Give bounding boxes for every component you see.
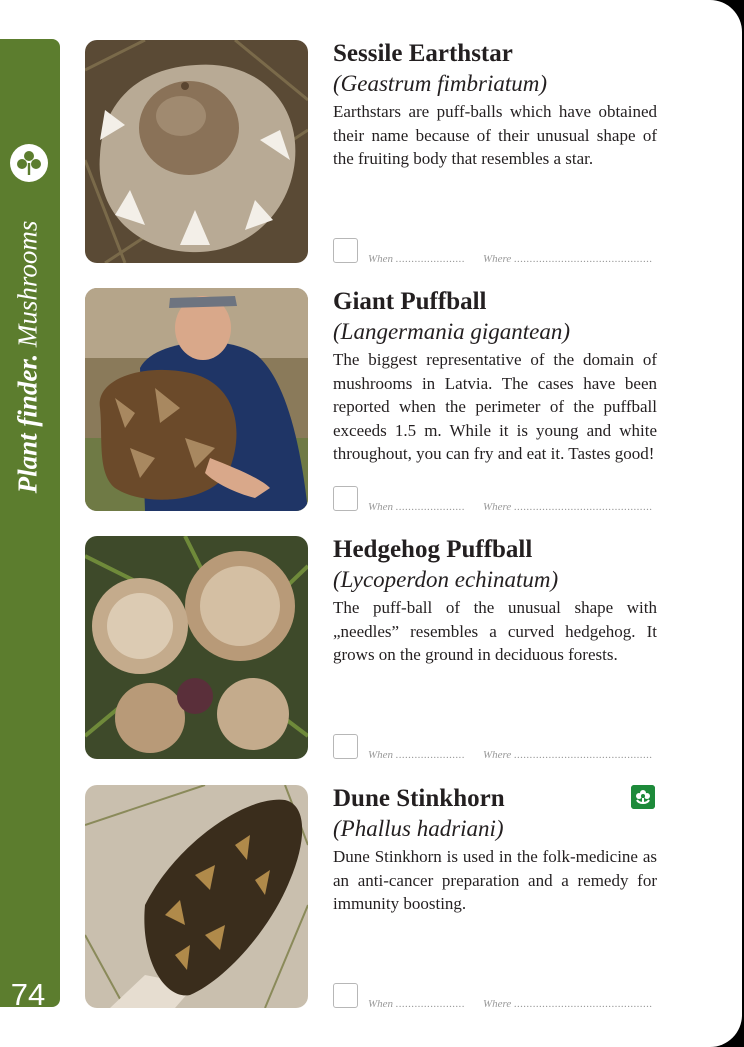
- when-field[interactable]: When ......................: [368, 501, 466, 513]
- species-description: The biggest representative of the domain of mushrooms in Latvia. The cases have been reported when the perimeter of the puffball exceeds 1.5 m. While it is young and white throughout, you can fry and eat it. Tastes good!: [333, 350, 657, 463]
- entry-text: [333, 40, 657, 171]
- where-field[interactable]: Where ............................................: [483, 749, 653, 761]
- dune-stinkhorn-photo: [85, 785, 308, 1008]
- entry-text: [333, 288, 657, 466]
- species-latin-name: (Geastrum fimbriatum): [333, 71, 548, 96]
- hedgehog-puffball-photo: [85, 536, 308, 759]
- when-field[interactable]: When ......................: [368, 749, 466, 761]
- entry-sessile-earthstar: [85, 40, 665, 266]
- sighting-record: [333, 238, 657, 264]
- found-checkbox[interactable]: [333, 734, 358, 759]
- entry-text: [333, 785, 657, 916]
- sidebar-title: [13, 221, 44, 494]
- found-checkbox[interactable]: [333, 486, 358, 511]
- when-field[interactable]: When ......................: [368, 253, 466, 265]
- sidebar-title-italic: Mushrooms: [12, 220, 43, 348]
- species-name: Giant Puffball: [333, 288, 487, 315]
- where-field[interactable]: Where ............................................: [483, 501, 653, 513]
- entry-text: [333, 536, 657, 667]
- species-latin-name: (Langermania gigantean): [333, 319, 571, 344]
- protected-flower-icon: [631, 785, 655, 809]
- sighting-record: [333, 486, 657, 512]
- found-checkbox[interactable]: [333, 238, 358, 263]
- sighting-record: [333, 734, 657, 760]
- earthstar-photo: [85, 40, 308, 263]
- sidebar-title-bold: Plant finder.: [12, 353, 43, 494]
- species-latin-name: (Lycoperdon echinatum): [333, 567, 559, 592]
- species-name: Sessile Earthstar: [333, 40, 513, 67]
- found-checkbox[interactable]: [333, 983, 358, 1008]
- when-field[interactable]: When ......................: [368, 998, 466, 1010]
- sidebar-tab: [0, 39, 60, 1012]
- where-field[interactable]: Where ............................................: [483, 253, 653, 265]
- where-field[interactable]: Where ............................................: [483, 998, 653, 1010]
- species-description: Earthstars are puff-balls which have obtained their name because of their unusual shape of the fruiting body that resembles a star.: [333, 102, 657, 168]
- species-description: The puff-ball of the unusual shape with „needles” resembles a curved hedgehog. It grows on the ground in deciduous forests.: [333, 598, 657, 664]
- entry-giant-puffball: [85, 288, 665, 514]
- species-description: Dune Stinkhorn is used in the folk-medicine as an anti-cancer preparation and a remedy for immunity boosting.: [333, 847, 657, 913]
- species-latin-name: (Phallus hadriani): [333, 816, 504, 841]
- species-name: Hedgehog Puffball: [333, 536, 533, 563]
- sighting-record: [333, 983, 657, 1009]
- page-number: 74: [10, 977, 46, 1012]
- giant-puffball-photo: [85, 288, 308, 511]
- entry-dune-stinkhorn: [85, 785, 665, 1011]
- entry-hedgehog-puffball: [85, 536, 665, 762]
- species-name: Dune Stinkhorn: [333, 785, 505, 812]
- clover-icon: [9, 143, 49, 183]
